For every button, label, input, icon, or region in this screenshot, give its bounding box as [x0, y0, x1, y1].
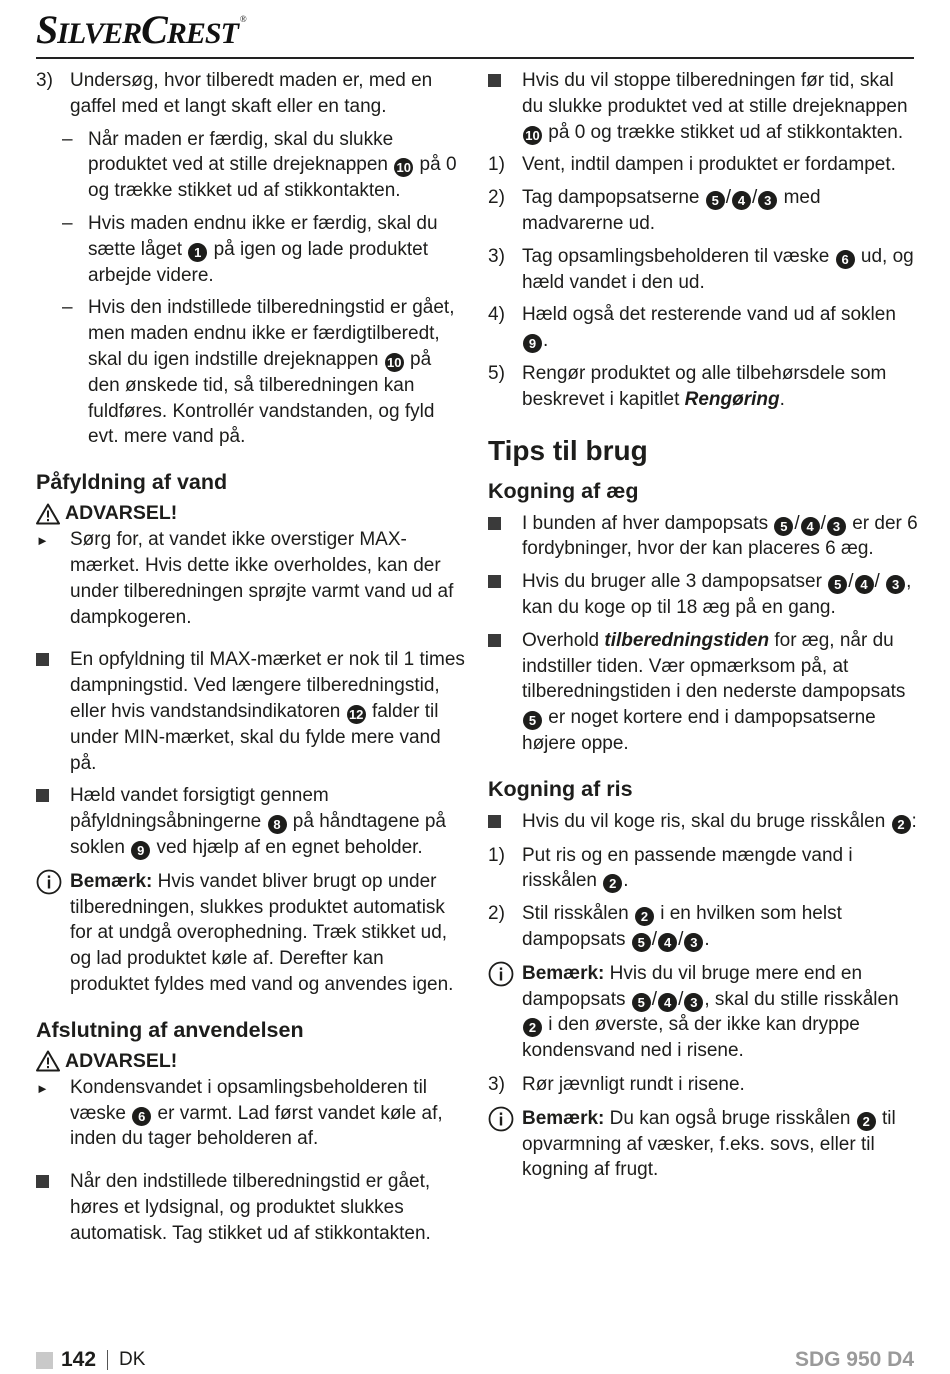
bullet-item: [488, 628, 920, 757]
note-text: , skal du stille risskålen: [704, 988, 899, 1010]
warning-title: [36, 502, 466, 525]
warning-label: ADVARSEL!: [65, 1049, 178, 1072]
ref-number-icon: 5: [632, 933, 651, 952]
warning-triangle-icon: [36, 503, 60, 525]
ref-number-icon: 2: [523, 1018, 542, 1037]
step-text: .: [704, 928, 710, 950]
arrow-right-icon: ►: [36, 533, 49, 549]
step-text: Undersøg, hvor tilberedt maden er, med en gaffel med et langt skaft eller en tang.: [70, 70, 433, 117]
ref-number-icon: 2: [603, 874, 622, 893]
step-text: Put ris og en passende mængde vand i risskålen: [522, 844, 853, 892]
dash-text: Når maden er færdig, skal du slukke produktet ved at stille drejeknappen: [88, 128, 394, 176]
dash-text: Hvis den indstillede tilberedningstid er gået, men maden endnu ikke er færdigtilberedt, skal du igen indstille drejeknappen: [88, 297, 455, 370]
warning-item: [36, 1075, 466, 1152]
ref-number-icon: 2: [635, 907, 654, 926]
ref-number-icon: 3: [684, 933, 703, 952]
ref-number-icon: 4: [658, 933, 677, 952]
ref-number-icon: 2: [857, 1112, 876, 1131]
step-text: i en hvilken som helst dampopsats: [522, 903, 842, 950]
ref-number-icon: 6: [836, 250, 855, 269]
dash-text: Hvis maden endnu ikke er færdig, skal du sætte låget: [88, 212, 438, 260]
bullet-text: på 0 og trække stikket ud af stikkontakten.: [548, 121, 904, 143]
registered-mark: ®: [239, 14, 246, 24]
section-heading-rice: Kogning af ris: [488, 776, 633, 801]
ref-number-icon: 10: [385, 353, 404, 372]
note-text: i den øverste, så der ikke kan dryppe kondensvand ned i risene.: [522, 1014, 860, 1062]
ref-number-icon: 5: [774, 517, 793, 536]
warning-title: [36, 1050, 466, 1073]
step-item: [488, 152, 920, 178]
ref-number-icon: 5: [523, 711, 542, 730]
section-heading-eggs: Kogning af æg: [488, 478, 639, 503]
bullet-text: I bunden af hver dampopsats: [522, 512, 769, 534]
section-heading-finish: Afslutning af anvendelsen: [36, 1017, 304, 1042]
bullet-square-icon: [488, 575, 501, 588]
chapter-reference: Rengøring: [684, 388, 780, 410]
bullet-text: Hvis du bruger alle 3 dampopsatser: [522, 571, 822, 593]
bullet-square-icon: [36, 789, 49, 802]
dash-marker: –: [62, 297, 73, 319]
ref-number-icon: 6: [132, 1107, 151, 1126]
note-block: Bemærk: Hvis du vil bruge mere end en dampopsats 5 / 4 / 3 , skal du stille risskålen 2 i den øverste, så der ikke kan dryppe kondensvand ned i risene.: [488, 961, 920, 1064]
note-text: Du kan også bruge risskålen: [609, 1107, 851, 1129]
step-text: Tag dampopsatserne: [522, 187, 700, 209]
left-column: [36, 68, 466, 1253]
step-text: Vent, indtil dampen i produktet er fordampet.: [522, 154, 896, 176]
bullet-item: Hvis du bruger alle 3 dampopsatser 5 / 4 / 3 , kan du koge op til 18 æg på en gang.: [488, 569, 920, 621]
model-number: SDG 950 D4: [794, 1348, 914, 1371]
ref-number-icon: 3: [827, 517, 846, 536]
bullet-square-icon: [488, 517, 501, 530]
ref-number-icon: 9: [131, 841, 150, 860]
warning-text: Sørg for, at vandet ikke overstiger MAX-mærket. Hvis dette ikke overholdes, kan der under tilberedningen sprøjte varmt vand ud af dampkogeren.: [70, 529, 454, 628]
step-item: [488, 361, 920, 413]
bullet-square-icon: [488, 634, 501, 647]
bullet-text: på håndtagene på soklen: [70, 811, 446, 858]
ref-number-icon: 9: [523, 334, 542, 353]
note-label: Bemærk:: [522, 1107, 605, 1129]
warning-text: Kondensvandet i opsamlingsbeholderen til væske: [70, 1076, 428, 1124]
step-item: [488, 843, 920, 895]
bullet-item: I bunden af hver dampopsats 5 / 4 / 3 er der 6 fordybninger, hvor der kan placeres 6 æg.: [488, 511, 920, 563]
note-text: Hvis vandet bliver brugt op under tilberedningen, slukkes produktet automatisk for at undgå overophedning. Træk stikket ud, og lad produktet køle af. Derefter kan produktet fyldes med vand og anvendes igen.: [70, 870, 454, 995]
bullet-item: [488, 68, 920, 145]
step-marker: 2): [488, 187, 505, 209]
ref-number-icon: 3: [886, 575, 905, 594]
step-text: Stil risskålen: [522, 903, 629, 925]
bullet-text: Hvis du vil koge ris, skal du bruge risskålen: [522, 810, 886, 832]
bullet-square-icon: [488, 74, 501, 87]
info-icon: [488, 1106, 514, 1132]
note-block: [36, 869, 466, 998]
step-text: Hæld også det resterende vand ud af soklen: [522, 304, 896, 326]
step-marker: 4): [488, 304, 505, 326]
ref-number-icon: 5: [706, 191, 725, 210]
right-column: [488, 68, 920, 1191]
bullet-item: [36, 1169, 466, 1246]
bullet-item: [488, 809, 920, 836]
bullet-item: [36, 647, 466, 776]
section-heading-refill: Påfyldning af vand: [36, 470, 228, 495]
bullet-text: :: [911, 810, 917, 832]
step-item: [488, 244, 920, 296]
bullet-text: falder til under MIN-mærket, skal du fylde mere vand på.: [70, 700, 441, 774]
step-text: Tag opsamlingsbeholderen til væske: [522, 245, 830, 267]
dash-item: [62, 127, 466, 204]
bullet-text: Hæld vandet forsigtigt gennem påfyldningsåbningerne: [70, 785, 329, 833]
step-item: 2) Stil risskålen 2 i en hvilken som helst dampopsats 5 / 4 / 3 .: [488, 901, 920, 953]
step-text: Rengør produktet og alle tilbehørsdele som beskrevet i kapitlet: [522, 362, 887, 410]
emphasis-text: tilberedningstiden: [604, 629, 770, 651]
ref-number-icon: 3: [684, 993, 703, 1012]
ref-number-icon: 10: [523, 126, 542, 145]
bullet-text: er der 6 fordybninger, hvor der kan placeres 6 æg.: [522, 512, 918, 560]
ref-number-icon: 5: [632, 993, 651, 1012]
step-item: [488, 1072, 920, 1098]
step-marker: 3): [36, 70, 53, 91]
language-code: DK: [119, 1349, 146, 1370]
dash-item: [62, 295, 466, 450]
step-text: .: [779, 388, 785, 410]
dash-marker: –: [62, 128, 73, 150]
ref-number-icon: 5: [828, 575, 847, 594]
step-marker: 2): [488, 903, 505, 925]
bullet-text: ved hjælp af en egnet beholder.: [156, 836, 423, 858]
step-text: .: [543, 330, 549, 352]
ref-number-icon: 4: [732, 191, 751, 210]
step-marker: 1): [488, 844, 505, 866]
step-text: .: [623, 870, 629, 892]
ref-number-icon: 8: [268, 815, 287, 834]
page-number: 142: [61, 1348, 97, 1371]
ref-number-icon: 2: [892, 815, 911, 834]
dash-text: på igen og lade produktet arbejde videre.: [88, 238, 429, 286]
note-text: Hvis du vil bruge mere end en dampopsats: [522, 962, 863, 1010]
dash-text: på 0 og trække stikket ud af stikkontakten.: [88, 154, 457, 202]
ref-number-icon: 10: [394, 158, 413, 177]
ref-number-icon: 12: [347, 705, 366, 724]
ref-number-icon: 4: [658, 993, 677, 1012]
warning-label: ADVARSEL!: [65, 502, 178, 525]
step-item: 2) Tag dampopsatserne 5 / 4 / 3 med madvarerne ud.: [488, 185, 920, 237]
bullet-text: , kan du koge op til 18 æg på en gang.: [522, 571, 912, 618]
bullet-text: Når den indstillede tilberedningstid er gået, høres et lydsignal, og produktet slukkes automatisk. Tag stikket ud af stikkontakten.: [70, 1171, 431, 1244]
note-label: Bemærk:: [70, 870, 153, 892]
dash-text: på den ønskede tid, så tilberedningen kan fuldføres. Kontrollér vandstanden, og fyld evt. mere vand på.: [88, 348, 435, 448]
step-text: ud, og hæld vandet i den ud.: [522, 245, 914, 293]
step-marker: 3): [488, 245, 505, 267]
footer-left: [36, 1348, 145, 1372]
info-icon: [488, 961, 514, 987]
dash-item: [62, 211, 466, 288]
step-item: [488, 302, 920, 354]
bullet-square-icon: [488, 815, 501, 828]
warning-item: [36, 527, 466, 630]
ref-number-icon: 4: [855, 575, 874, 594]
bullet-item: [36, 783, 466, 860]
bullet-square-icon: [36, 1175, 49, 1188]
bullet-text: En opfyldning til MAX-mærket er nok til 1 times dampningstid. Ved længere tilberedningstid, eller hvis vandstandsindikatoren: [70, 649, 465, 722]
bullet-text: er noget kortere end i dampopsatserne højere oppe.: [522, 707, 876, 754]
step-text: Rør jævnligt rundt i risene.: [522, 1073, 745, 1095]
warning-text: er varmt. Lad først vandet køle af, inden du tager beholderen af.: [70, 1102, 443, 1150]
step-marker: 5): [488, 362, 505, 384]
bullet-square-icon: [36, 653, 49, 666]
brand-logo: SILVERCREST ®: [36, 7, 246, 52]
ref-number-icon: 4: [801, 517, 820, 536]
footer-square-icon: [36, 1352, 53, 1369]
bullet-text: Overhold: [522, 629, 600, 651]
note-label: Bemærk:: [522, 962, 605, 984]
step-3: [36, 68, 466, 120]
ref-number-icon: 1: [188, 243, 207, 262]
ref-number-icon: 3: [758, 191, 777, 210]
step-marker: 1): [488, 154, 505, 176]
chapter-heading-tips: Tips til brug: [488, 434, 648, 466]
arrow-right-icon: ►: [36, 1080, 49, 1096]
step-text: med madvarerne ud.: [522, 187, 821, 234]
note-text: til opvarmning af væsker, f.eks. sovs, eller til kogning af frugt.: [522, 1107, 896, 1181]
bullet-text: Hvis du vil stoppe tilberedningen før tid, skal du slukke produktet ved at stille drejeknappen: [522, 70, 908, 117]
header-rule: [36, 57, 914, 59]
info-icon: [36, 869, 62, 895]
step-marker: 3): [488, 1073, 505, 1095]
warning-triangle-icon: [36, 1050, 60, 1072]
bullet-text: for æg, når du indstiller tiden. Vær opmærksom på, at tilberedningstiden i den nederste dampopsats: [522, 629, 906, 703]
footer-divider: [107, 1350, 108, 1370]
dash-marker: –: [62, 212, 73, 234]
note-block: [488, 1106, 920, 1183]
